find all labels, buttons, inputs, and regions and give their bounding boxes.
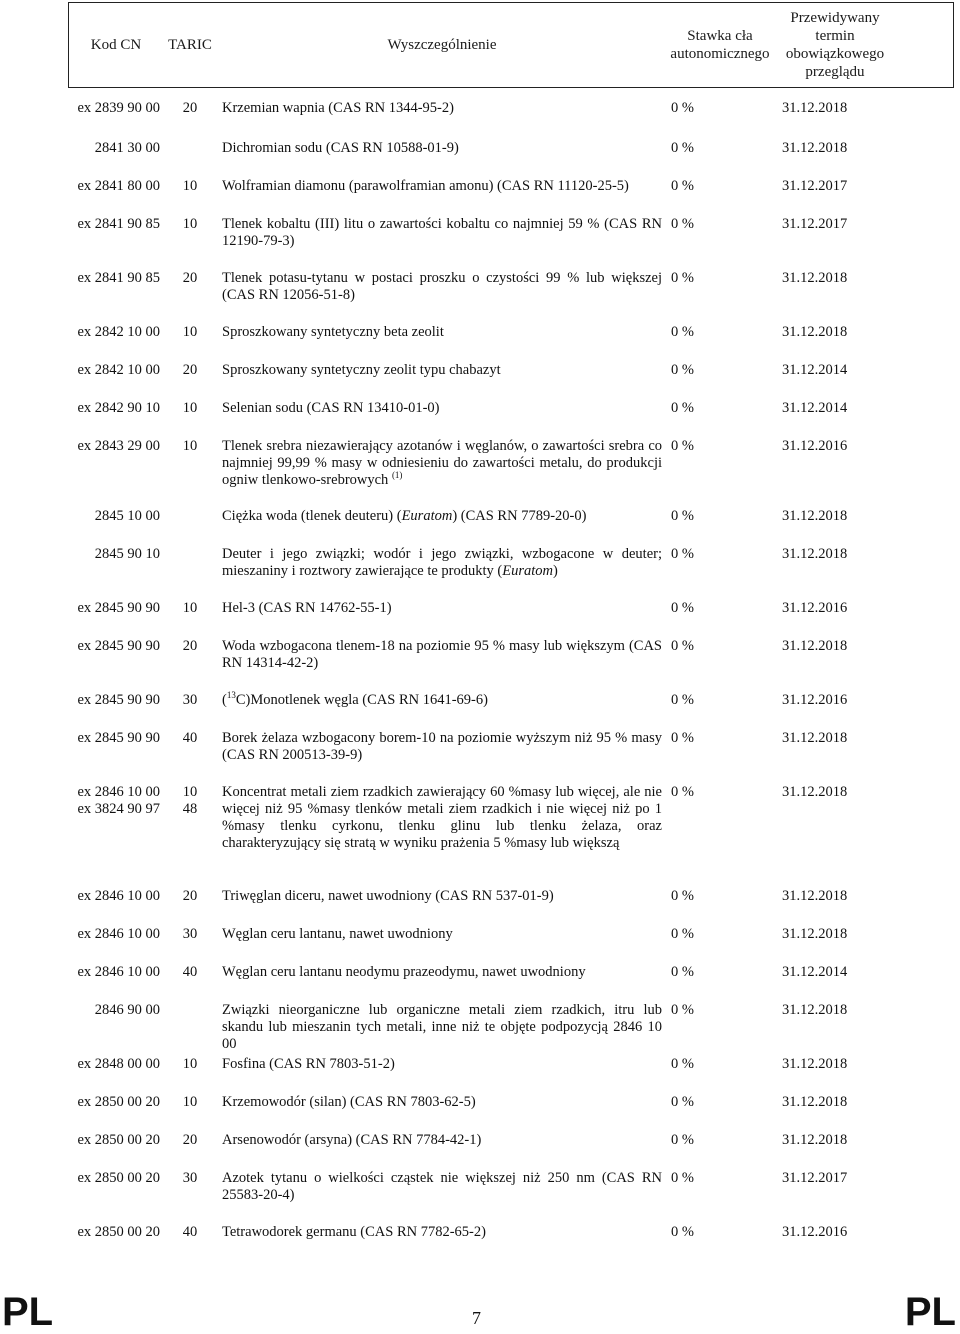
description-cell (222, 784, 662, 852)
kod-cn-cell (68, 1132, 160, 1149)
description-text: Azotek tytanu o wielkości cząstek nie większej niż 250 nm (CAS RN 25583-20-4) (222, 1170, 662, 1203)
description-text: Ciężka woda (tlenek deuteru) ( (222, 508, 402, 524)
kod-cn-cell (68, 216, 160, 233)
kod-cn-value: ex 2845 90 90 (77, 638, 160, 654)
footer-lang-left: PL (2, 1290, 54, 1334)
kod-cn-value: ex 2845 90 90 (77, 692, 160, 708)
review-date: 31.12.2017 (782, 216, 848, 232)
description-cell (222, 140, 662, 157)
duty-rate: 0 % (671, 362, 694, 378)
review-date: 31.12.2018 (782, 784, 848, 800)
description-cell (222, 888, 662, 905)
description-text: Selenian sodu (CAS RN 13410-01-0) (222, 400, 440, 416)
taric-cell (178, 1132, 202, 1149)
review-date: 31.12.2018 (782, 324, 848, 340)
kod-cn-cell (68, 638, 160, 655)
kod-cn-cell (68, 964, 160, 981)
description-cell (222, 730, 662, 764)
duty-rate: 0 % (671, 730, 694, 746)
kod-cn-cell (68, 1224, 160, 1241)
review-date: 31.12.2018 (782, 926, 848, 942)
taric-cell (178, 324, 202, 341)
taric-cell (178, 270, 202, 287)
taric-cell (178, 140, 202, 157)
description-text: C)Monotlenek węgla (CAS RN 1641-69-6) (235, 692, 488, 708)
taric-value: 10 (182, 324, 198, 340)
taric-value: 10 (182, 1094, 198, 1110)
review-date: 31.12.2018 (782, 508, 848, 524)
kod-cn-value: ex 2846 10 00 (77, 926, 160, 942)
taric-value: 10 (182, 600, 198, 616)
kod-cn-value: ex 2839 90 00 (77, 100, 160, 116)
taric-cell (178, 638, 202, 655)
description-text: Związki nieorganiczne lub organiczne metali ziem rzadkich, itru lub skandu lub mieszanin tych metali, inne niż te objęte podpozycją 2846 10 00 (222, 1002, 662, 1052)
taric-cell (178, 100, 202, 117)
kod-cn-value: ex 2850 00 20 (77, 1224, 160, 1240)
description-cell (222, 216, 662, 250)
duty-rate: 0 % (671, 140, 694, 156)
description-text: Wolframian diamonu (parawolframian amonu) (CAS RN 11120-25-5) (222, 178, 629, 194)
review-date: 31.12.2018 (782, 546, 848, 562)
description-cell (222, 1002, 662, 1053)
kod-cn-value: ex 2848 00 00 (77, 1056, 160, 1072)
description-text: Tlenek kobaltu (III) litu o zawartości kobaltu co najmniej 59 % (CAS RN 12190-79-3) (222, 216, 662, 249)
taric-value: 30 (182, 1170, 198, 1186)
review-date: 31.12.2014 (782, 400, 848, 416)
header-stawka: Stawka cła autonomicznego (670, 28, 770, 62)
taric-value: 30 (182, 926, 198, 942)
review-date: 31.12.2016 (782, 1224, 848, 1240)
review-date: 31.12.2014 (782, 362, 848, 378)
taric-value: 10 (182, 1056, 198, 1072)
kod-cn-cell (68, 438, 160, 455)
kod-cn-cell (68, 784, 160, 818)
kod-cn-value: ex 2850 00 20 (77, 1094, 160, 1110)
kod-cn-value: ex 2845 90 90 (77, 600, 160, 616)
description-cell (222, 400, 662, 417)
review-date: 31.12.2018 (782, 730, 848, 746)
description-text: Tlenek potasu-tytanu w postaci proszku o czystości 99 % lub większej (CAS RN 12056-51-8) (222, 270, 662, 303)
kod-cn-value: 2846 90 00 (94, 1002, 160, 1018)
footnote-marker: (1) (391, 470, 403, 481)
description-text: Sproszkowany syntetyczny beta zeolit (222, 324, 444, 340)
kod-cn-value: 2845 10 00 (94, 508, 160, 524)
kod-cn-cell (68, 692, 160, 709)
review-date: 31.12.2018 (782, 270, 848, 286)
kod-cn-value: ex 2845 90 90 (77, 730, 160, 746)
taric-cell (178, 1224, 202, 1241)
kod-cn-value: ex 2842 10 00 (77, 362, 160, 378)
duty-rate: 0 % (671, 926, 694, 942)
taric-cell (178, 216, 202, 233)
page-footer (0, 1290, 960, 1334)
taric-value: 10 (182, 178, 198, 194)
duty-rate: 0 % (671, 1224, 694, 1240)
kod-cn-value: ex 2843 29 00 (77, 438, 160, 454)
header-taric: TARIC (168, 37, 212, 53)
kod-cn-cell (68, 1002, 160, 1019)
description-cell (222, 508, 662, 525)
taric-cell (178, 508, 202, 525)
description-text: ( (222, 692, 227, 708)
taric-value: 10 (182, 438, 198, 454)
description-text: Węglan ceru lantanu, nawet uwodniony (222, 926, 453, 942)
taric-cell (178, 692, 202, 709)
review-date: 31.12.2016 (782, 600, 848, 616)
kod-cn-cell (68, 100, 160, 117)
duty-rate: 0 % (671, 100, 694, 116)
taric-value: 20 (182, 270, 198, 286)
taric-value (178, 140, 202, 157)
taric-cell (178, 600, 202, 617)
kod-cn-value: ex 2841 90 85 (77, 270, 160, 286)
description-text: Koncentrat metali ziem rzadkich zawierający 60 %masy lub więcej, ale nie więcej niż 95 %masy tlenków metali ziem rzadkich i nie więcej niż po 1 %masy tlenku cyrkonu, tlenku glinu lub tlenku żelaza, oraz charakteryzujący się stratą w wyniku prażenia 5 %masy lub większą (222, 784, 662, 851)
description-text: Deuter i jego związki; wodór i jego związki, wzbogacone w deuter; mieszaniny i roztwory zawierające te produkty ( (222, 546, 662, 579)
review-date: 31.12.2016 (782, 692, 848, 708)
taric-cell (178, 178, 202, 195)
duty-rate: 0 % (671, 324, 694, 340)
table-header (68, 2, 954, 88)
duty-rate: 0 % (671, 1056, 694, 1072)
isotope-superscript: 13 (226, 690, 236, 701)
duty-rate: 0 % (671, 400, 694, 416)
kod-cn-cell (68, 270, 160, 287)
taric-value: 20 (182, 638, 198, 654)
kod-cn-cell (68, 140, 160, 157)
taric-cell (178, 730, 202, 747)
taric-value: 10 (182, 784, 198, 800)
description-cell (222, 964, 662, 981)
duty-rate: 0 % (671, 964, 694, 980)
review-date: 31.12.2017 (782, 1170, 848, 1186)
description-cell (222, 926, 662, 943)
taric-value: 40 (182, 964, 198, 980)
taric-cell (178, 1056, 202, 1073)
review-date: 31.12.2016 (782, 438, 848, 454)
taric-value: 20 (182, 362, 198, 378)
description-cell (222, 324, 662, 341)
description-text: Arsenowodór (arsyna) (CAS RN 7784-42-1) (222, 1132, 482, 1148)
description-cell (222, 1056, 662, 1073)
kod-cn-cell (68, 888, 160, 905)
taric-cell (178, 1002, 202, 1019)
taric-cell (178, 1170, 202, 1187)
taric-value: 10 (182, 400, 198, 416)
duty-rate: 0 % (671, 270, 694, 286)
kod-cn-cell (68, 1094, 160, 1111)
duty-rate: 0 % (671, 692, 694, 708)
duty-rate: 0 % (671, 178, 694, 194)
duty-rate: 0 % (671, 638, 694, 654)
kod-cn-cell (68, 600, 160, 617)
review-date: 31.12.2014 (782, 964, 848, 980)
description-text: Triwęglan diceru, nawet uwodniony (CAS RN 537-01-9) (222, 888, 554, 904)
taric-value (178, 1002, 202, 1019)
description-text: Tlenek srebra niezawierający azotanów i węglanów, o zawartości srebra co najmniej 99,99 % masy w odniesieniu do zawartości metalu, do produkcji ogniw tlenkowo-srebrowych (222, 438, 662, 488)
review-date: 31.12.2018 (782, 1002, 848, 1018)
taric-value: 10 (182, 216, 198, 232)
taric-value: 20 (182, 888, 198, 904)
description-cell (222, 546, 662, 580)
taric-value (178, 508, 202, 525)
description-text: Krzemowodór (silan) (CAS RN 7803-62-5) (222, 1094, 476, 1110)
kod-cn-cell (68, 1056, 160, 1073)
description-text: Sproszkowany syntetyczny zeolit typu chabazyt (222, 362, 501, 378)
kod-cn-value: ex 3824 90 97 (77, 801, 160, 817)
review-date: 31.12.2018 (782, 140, 848, 156)
kod-cn-cell (68, 926, 160, 943)
description-text: Tetrawodorek germanu (CAS RN 7782-65-2) (222, 1224, 486, 1240)
description-text: Krzemian wapnia (CAS RN 1344-95-2) (222, 100, 454, 116)
header-wyszczegolnienie: Wyszczególnienie (387, 37, 497, 53)
kod-cn-value: ex 2841 80 00 (77, 178, 160, 194)
taric-cell (178, 964, 202, 981)
duty-rate: 0 % (671, 1002, 694, 1018)
kod-cn-value: 2841 30 00 (94, 140, 160, 156)
duty-rate: 0 % (671, 600, 694, 616)
taric-value: 20 (182, 1132, 198, 1148)
description-text: Borek żelaza wzbogacony borem-10 na poziomie wyższym niż 95 % masy (CAS RN 200513-39-9) (222, 730, 662, 763)
taric-cell (178, 926, 202, 943)
review-date: 31.12.2018 (782, 1056, 848, 1072)
kod-cn-value: 2845 90 10 (94, 546, 160, 562)
description-cell (222, 1094, 662, 1111)
taric-value: 48 (182, 801, 198, 817)
kod-cn-cell (68, 546, 160, 563)
duty-rate: 0 % (671, 784, 694, 800)
duty-rate: 0 % (671, 1170, 694, 1186)
description-cell (222, 638, 662, 672)
description-cell (222, 438, 662, 489)
kod-cn-cell (68, 400, 160, 417)
duty-rate: 0 % (671, 546, 694, 562)
description-text: Hel-3 (CAS RN 14762-55-1) (222, 600, 392, 616)
review-date: 31.12.2018 (782, 1094, 848, 1110)
kod-cn-value: ex 2846 10 00 (77, 784, 160, 800)
footer-lang-right: PL (904, 1290, 956, 1334)
header-kod-cn: Kod CN (90, 37, 142, 53)
taric-cell (178, 362, 202, 379)
description-cell (222, 270, 662, 304)
kod-cn-value: ex 2850 00 20 (77, 1132, 160, 1148)
taric-value: 40 (182, 1224, 198, 1240)
review-date: 31.12.2018 (782, 1132, 848, 1148)
kod-cn-value: ex 2846 10 00 (77, 888, 160, 904)
description-text: Woda wzbogacona tlenem-18 na poziomie 95 % masy lub większym (CAS RN 14314-42-2) (222, 638, 662, 671)
taric-value: 30 (182, 692, 198, 708)
description-cell (222, 178, 662, 195)
description-text: Węglan ceru lantanu neodymu prazeodymu, nawet uwodniony (222, 964, 586, 980)
euratom-label: Euratom (401, 508, 453, 524)
duty-rate: 0 % (671, 438, 694, 454)
description-cell (222, 1132, 662, 1149)
kod-cn-cell (68, 1170, 160, 1187)
kod-cn-value: ex 2850 00 20 (77, 1170, 160, 1186)
description-text: ) (CAS RN 7789-20-0) (452, 508, 587, 524)
taric-value: 20 (182, 100, 198, 116)
description-cell (222, 362, 662, 379)
taric-value (178, 546, 202, 563)
review-date: 31.12.2017 (782, 178, 848, 194)
description-cell (222, 600, 662, 617)
page-number: 7 (472, 1308, 481, 1328)
description-text: Fosfina (CAS RN 7803-51-2) (222, 1056, 395, 1072)
taric-cell (178, 400, 202, 417)
kod-cn-value: ex 2842 10 00 (77, 324, 160, 340)
duty-rate: 0 % (671, 1094, 694, 1110)
taric-cell (178, 888, 202, 905)
duty-rate: 0 % (671, 216, 694, 232)
kod-cn-value: ex 2846 10 00 (77, 964, 160, 980)
taric-cell (178, 1094, 202, 1111)
description-text: Dichromian sodu (CAS RN 10588-01-9) (222, 140, 459, 156)
kod-cn-cell (68, 324, 160, 341)
duty-rate: 0 % (671, 888, 694, 904)
kod-cn-cell (68, 730, 160, 747)
description-cell (222, 1170, 662, 1204)
description-cell (222, 1224, 662, 1241)
euratom-label: Euratom (502, 563, 553, 579)
description-cell (222, 100, 662, 117)
taric-cell (178, 546, 202, 563)
kod-cn-cell (68, 508, 160, 525)
taric-cell (178, 784, 202, 818)
kod-cn-value: ex 2842 90 10 (77, 400, 160, 416)
kod-cn-value: ex 2841 90 85 (77, 216, 160, 232)
kod-cn-cell (68, 362, 160, 379)
review-date: 31.12.2018 (782, 100, 848, 116)
header-przeglad: Przewidywany termin obowiązkowego przeglądu (785, 10, 885, 80)
taric-value: 40 (182, 730, 198, 746)
duty-rate: 0 % (671, 1132, 694, 1148)
taric-cell (178, 438, 202, 455)
review-date: 31.12.2018 (782, 888, 848, 904)
duty-rate: 0 % (671, 508, 694, 524)
review-date: 31.12.2018 (782, 638, 848, 654)
description-cell (222, 692, 662, 709)
kod-cn-cell (68, 178, 160, 195)
description-text: ) (552, 563, 558, 579)
